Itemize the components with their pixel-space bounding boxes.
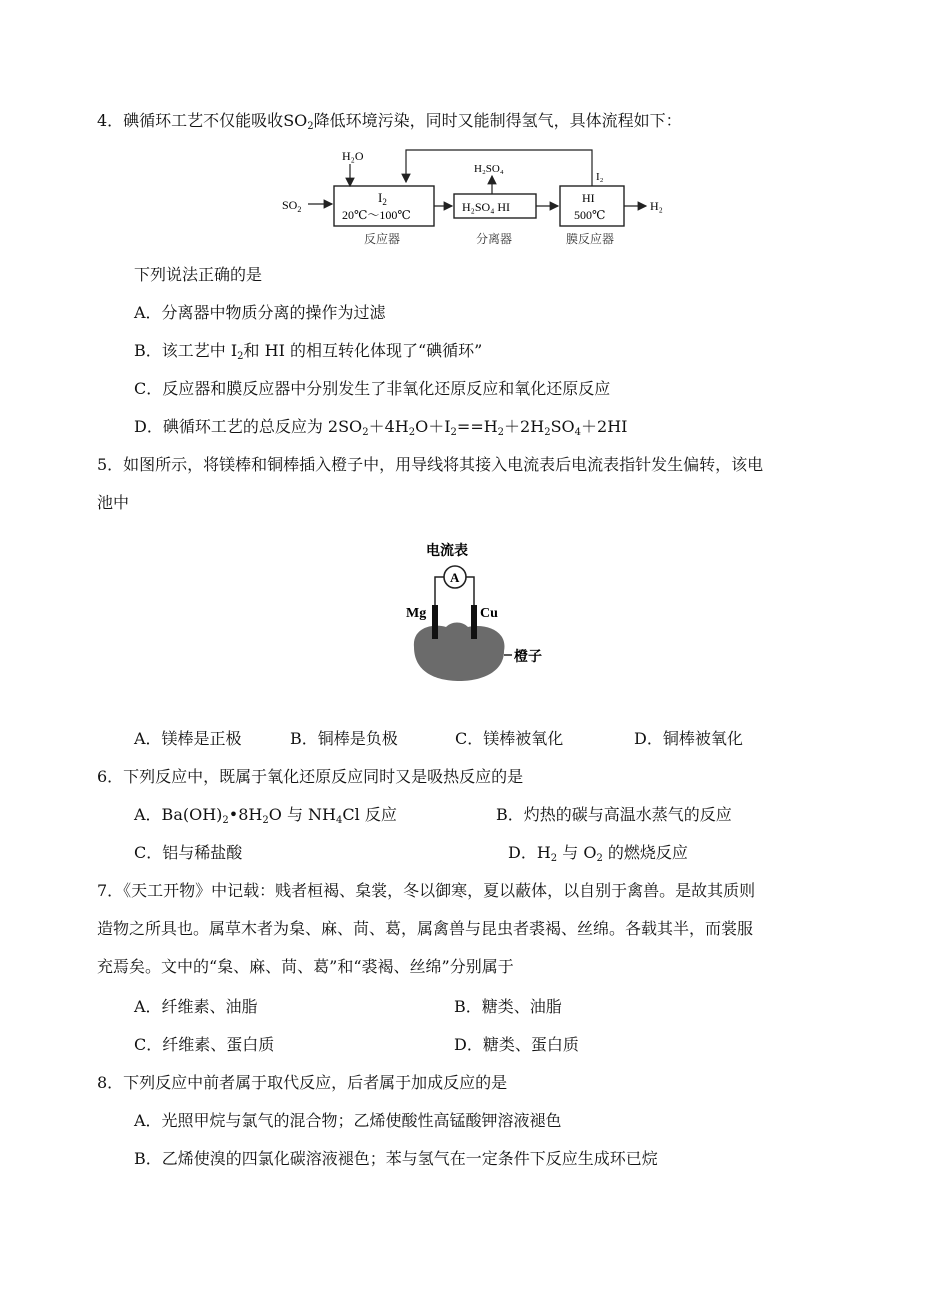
q8-option-a: A．光照甲烷与氯气的混合物；乙烯使酸性高锰酸钾溶液褪色 <box>134 1111 562 1130</box>
q7-option-d: D．糖类、蛋白质 <box>454 1035 579 1054</box>
q6-option-a: A．$Ba(OH)_2•8H_2O$ 与 $NH_4Cl$ 反应 <box>134 805 397 826</box>
orange-label: 橙子 <box>514 650 542 665</box>
q6-option-d: D．$H_2$ 与 $O_2$ 的燃烧反应 <box>508 843 688 864</box>
i2-return-label: I₂ <box>596 171 604 183</box>
cu-label: Cu <box>480 606 498 621</box>
orange-battery-diagram <box>400 535 560 695</box>
ammeter-symbol: A <box>450 570 460 585</box>
q6-option-b: B．灼热的碳与高温水蒸气的反应 <box>496 805 732 824</box>
q5-option-d: D．铜棒被氧化 <box>634 729 743 748</box>
q7-option-a: A．纤维素、油脂 <box>134 997 258 1016</box>
iodine-cycle-flowchart <box>280 142 680 252</box>
q5-option-b: B．铜棒是负极 <box>290 729 398 748</box>
reactor-i2: $I_2$ <box>378 190 387 207</box>
wire-left <box>435 577 444 607</box>
q7-stem-line2: 造物之所具也。属草木者为枲、麻、苘、葛，属禽兽与昆虫者裘褐、丝绵。各载其半，而裳服 <box>97 919 754 938</box>
q7-option-c: C．纤维素、蛋白质 <box>134 1035 275 1054</box>
h2so4-out-label: H₂SO₄ <box>474 163 504 175</box>
q4-option-b: B．该工艺中 $I_2$和 HI 的相互转化体现了“碘循环” <box>134 341 483 362</box>
membrane-label: 膜反应器 <box>566 232 615 246</box>
separator-content: H₂SO₄ HI <box>462 200 511 214</box>
wire-right <box>466 577 474 607</box>
ammeter-label: 电流表 <box>426 544 468 559</box>
q6-option-c: C．铝与稀盐酸 <box>134 843 243 862</box>
q5-option-a: A．镁棒是正极 <box>134 729 242 748</box>
q4-option-d: D．碘循环工艺的总反应为 $2SO_2+4H_2O+I_2==H_2+2H_2SO_4+2HI$ <box>134 417 628 438</box>
q5-stem-line2: 池中 <box>97 493 130 512</box>
q4-prompt: 下列说法正确的是 <box>134 265 263 284</box>
q4-option-c: C．反应器和膜反应器中分别发生了非氧化还原反应和氧化还原反应 <box>134 379 611 398</box>
reactor-label: 反应器 <box>364 232 401 246</box>
q4-option-a: A．分离器中物质分离的操作为过滤 <box>134 303 386 322</box>
orange-battery-svg <box>400 535 560 695</box>
h2-out-label: H₂ <box>650 199 663 213</box>
q8-stem: 8．下列反应中前者属于取代反应，后者属于加成反应的是 <box>97 1073 508 1092</box>
h2o-label: H₂O <box>342 149 364 163</box>
q7-stem-line3: 充焉矣。文中的“枲、麻、苘、葛”和“裘褐、丝绵”分别属于 <box>97 957 514 976</box>
flowchart-svg <box>280 142 680 252</box>
so2-input-label: $SO_2$ <box>282 198 302 214</box>
mg-label: Mg <box>406 606 427 621</box>
q5-stem-line1: 5．如图所示，将镁棒和铜棒插入橙子中，用导线将其接入电流表后电流表指针发生偏转，该电 <box>97 455 764 474</box>
q8-option-b: B．乙烯使溴的四氯化碳溶液褪色；苯与氢气在一定条件下反应生成环已烷 <box>134 1149 658 1168</box>
membrane-temp: 500℃ <box>574 208 606 222</box>
q7-stem-line1: 7．《天工开物》中记载：贱者桓褐、枲裳，冬以御寒，夏以蔽体，以自别于禽兽。是故其质则 <box>97 881 756 900</box>
orange-shape <box>414 623 505 682</box>
membrane-hi: HI <box>582 191 595 205</box>
reactor-temp: 20℃～100℃ <box>342 208 411 222</box>
separator-label: 分离器 <box>476 232 513 246</box>
q5-option-c: C．镁棒被氧化 <box>455 729 564 748</box>
q4-stem: 4．碘循环工艺不仅能吸收$SO_2$降低环境污染，同时又能制得氢气，具体流程如下： <box>97 111 682 132</box>
q6-stem: 6．下列反应中，既属于氧化还原反应同时又是吸热反应的是 <box>97 767 524 786</box>
mg-electrode <box>432 605 438 639</box>
cu-electrode <box>471 605 477 639</box>
q7-option-b: B．糖类、油脂 <box>454 997 562 1016</box>
